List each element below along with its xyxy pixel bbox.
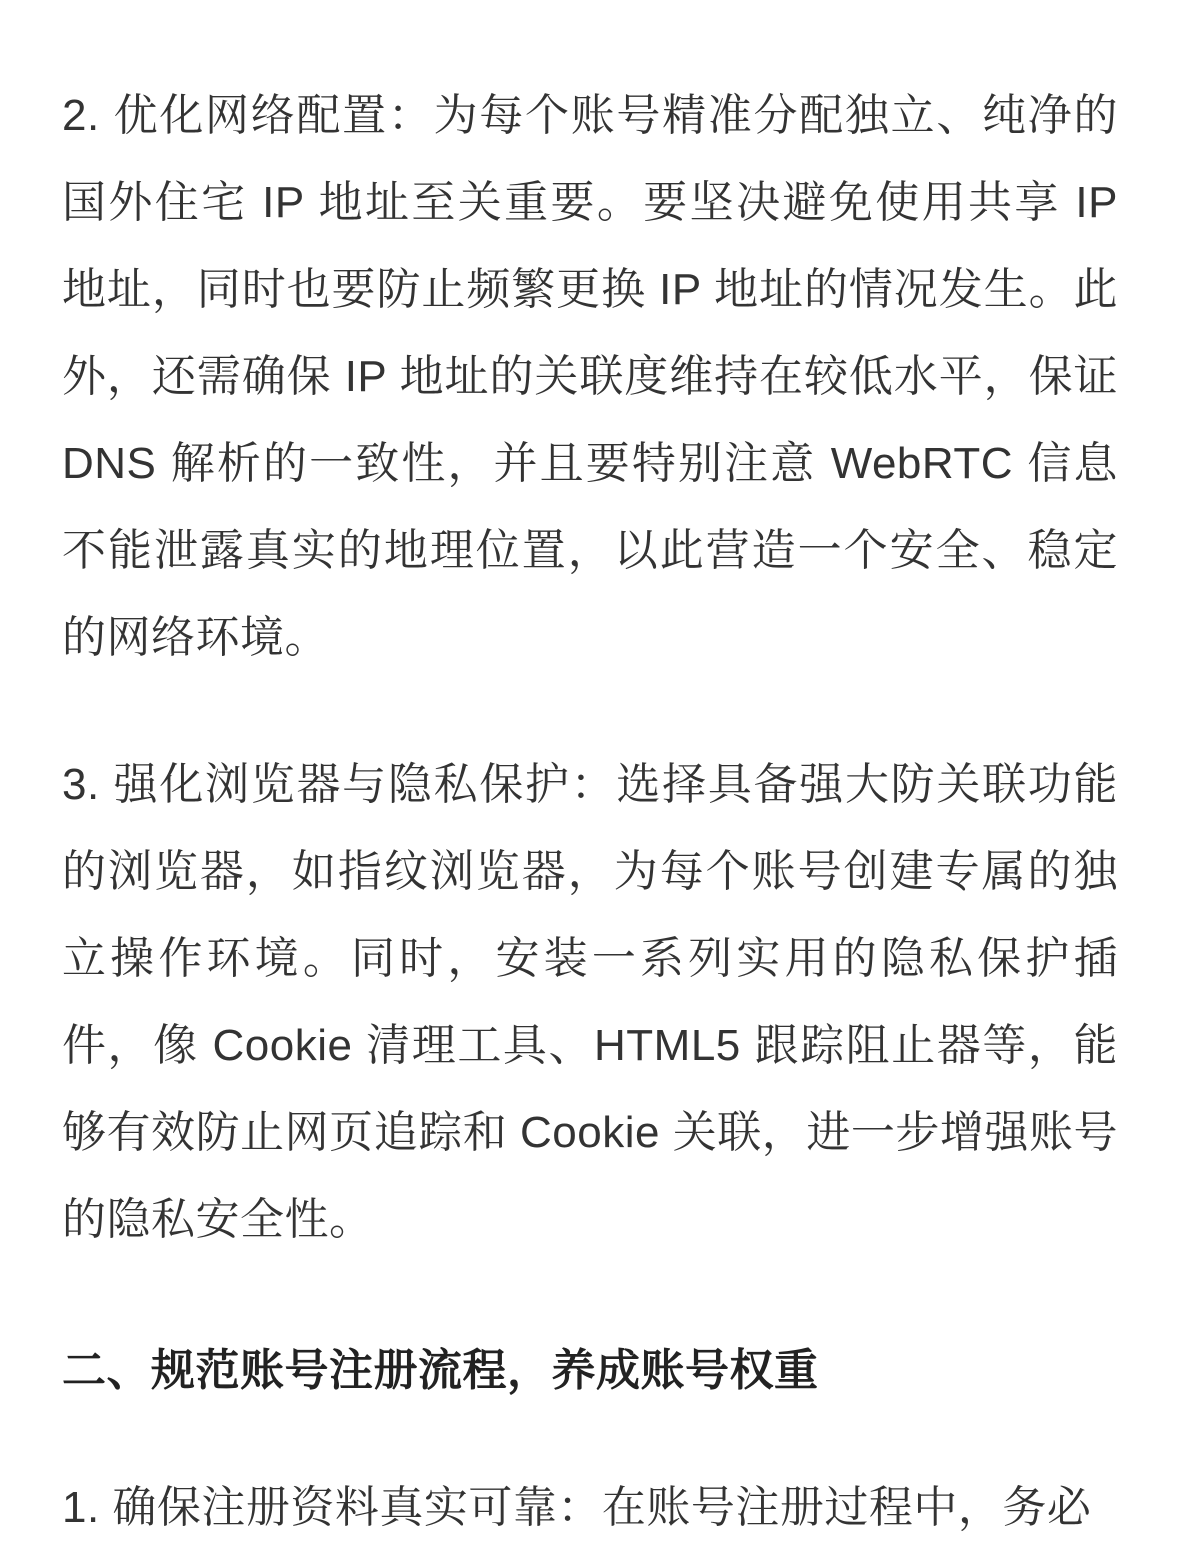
paragraph-spacer	[62, 1263, 1118, 1327]
paragraph-spacer	[62, 1414, 1118, 1464]
paragraph-network-config: 2. 优化网络配置：为每个账号精准分配独立、纯净的国外住宅 IP 地址至关重要。要坚决避免使用共享 IP 地址，同时也要防止频繁更换 IP 地址的情况发生。此外，还需确保 IP 地址的关联度维持在较低水平，保证 DNS 解析的一致性，并且要特别注意 WebRTC 信息不能泄露真实的地理位置，以此营造一个安全、稳定的网络环境。	[62, 91, 1118, 662]
paragraph-browser-privacy: 3. 强化浏览器与隐私保护：选择具备强大防关联功能的浏览器，如指纹浏览器，为每个账号创建专属的独立操作环境。同时，安装一系列实用的隐私保护插件，像 Cookie 清理工具、HTML5 跟踪阻止器等，能够有效防止网页追踪和 Cookie 关联，进一步增强账号的隐私安全性。	[62, 760, 1118, 1244]
paragraph-spacer	[62, 681, 1118, 741]
paragraph-registration-info: 1. 确保注册资料真实可靠：在账号注册过程中，务必	[62, 1483, 1092, 1532]
article-body	[62, 72, 1118, 1551]
section-heading: 二、规范账号注册流程，养成账号权重	[62, 1346, 819, 1395]
